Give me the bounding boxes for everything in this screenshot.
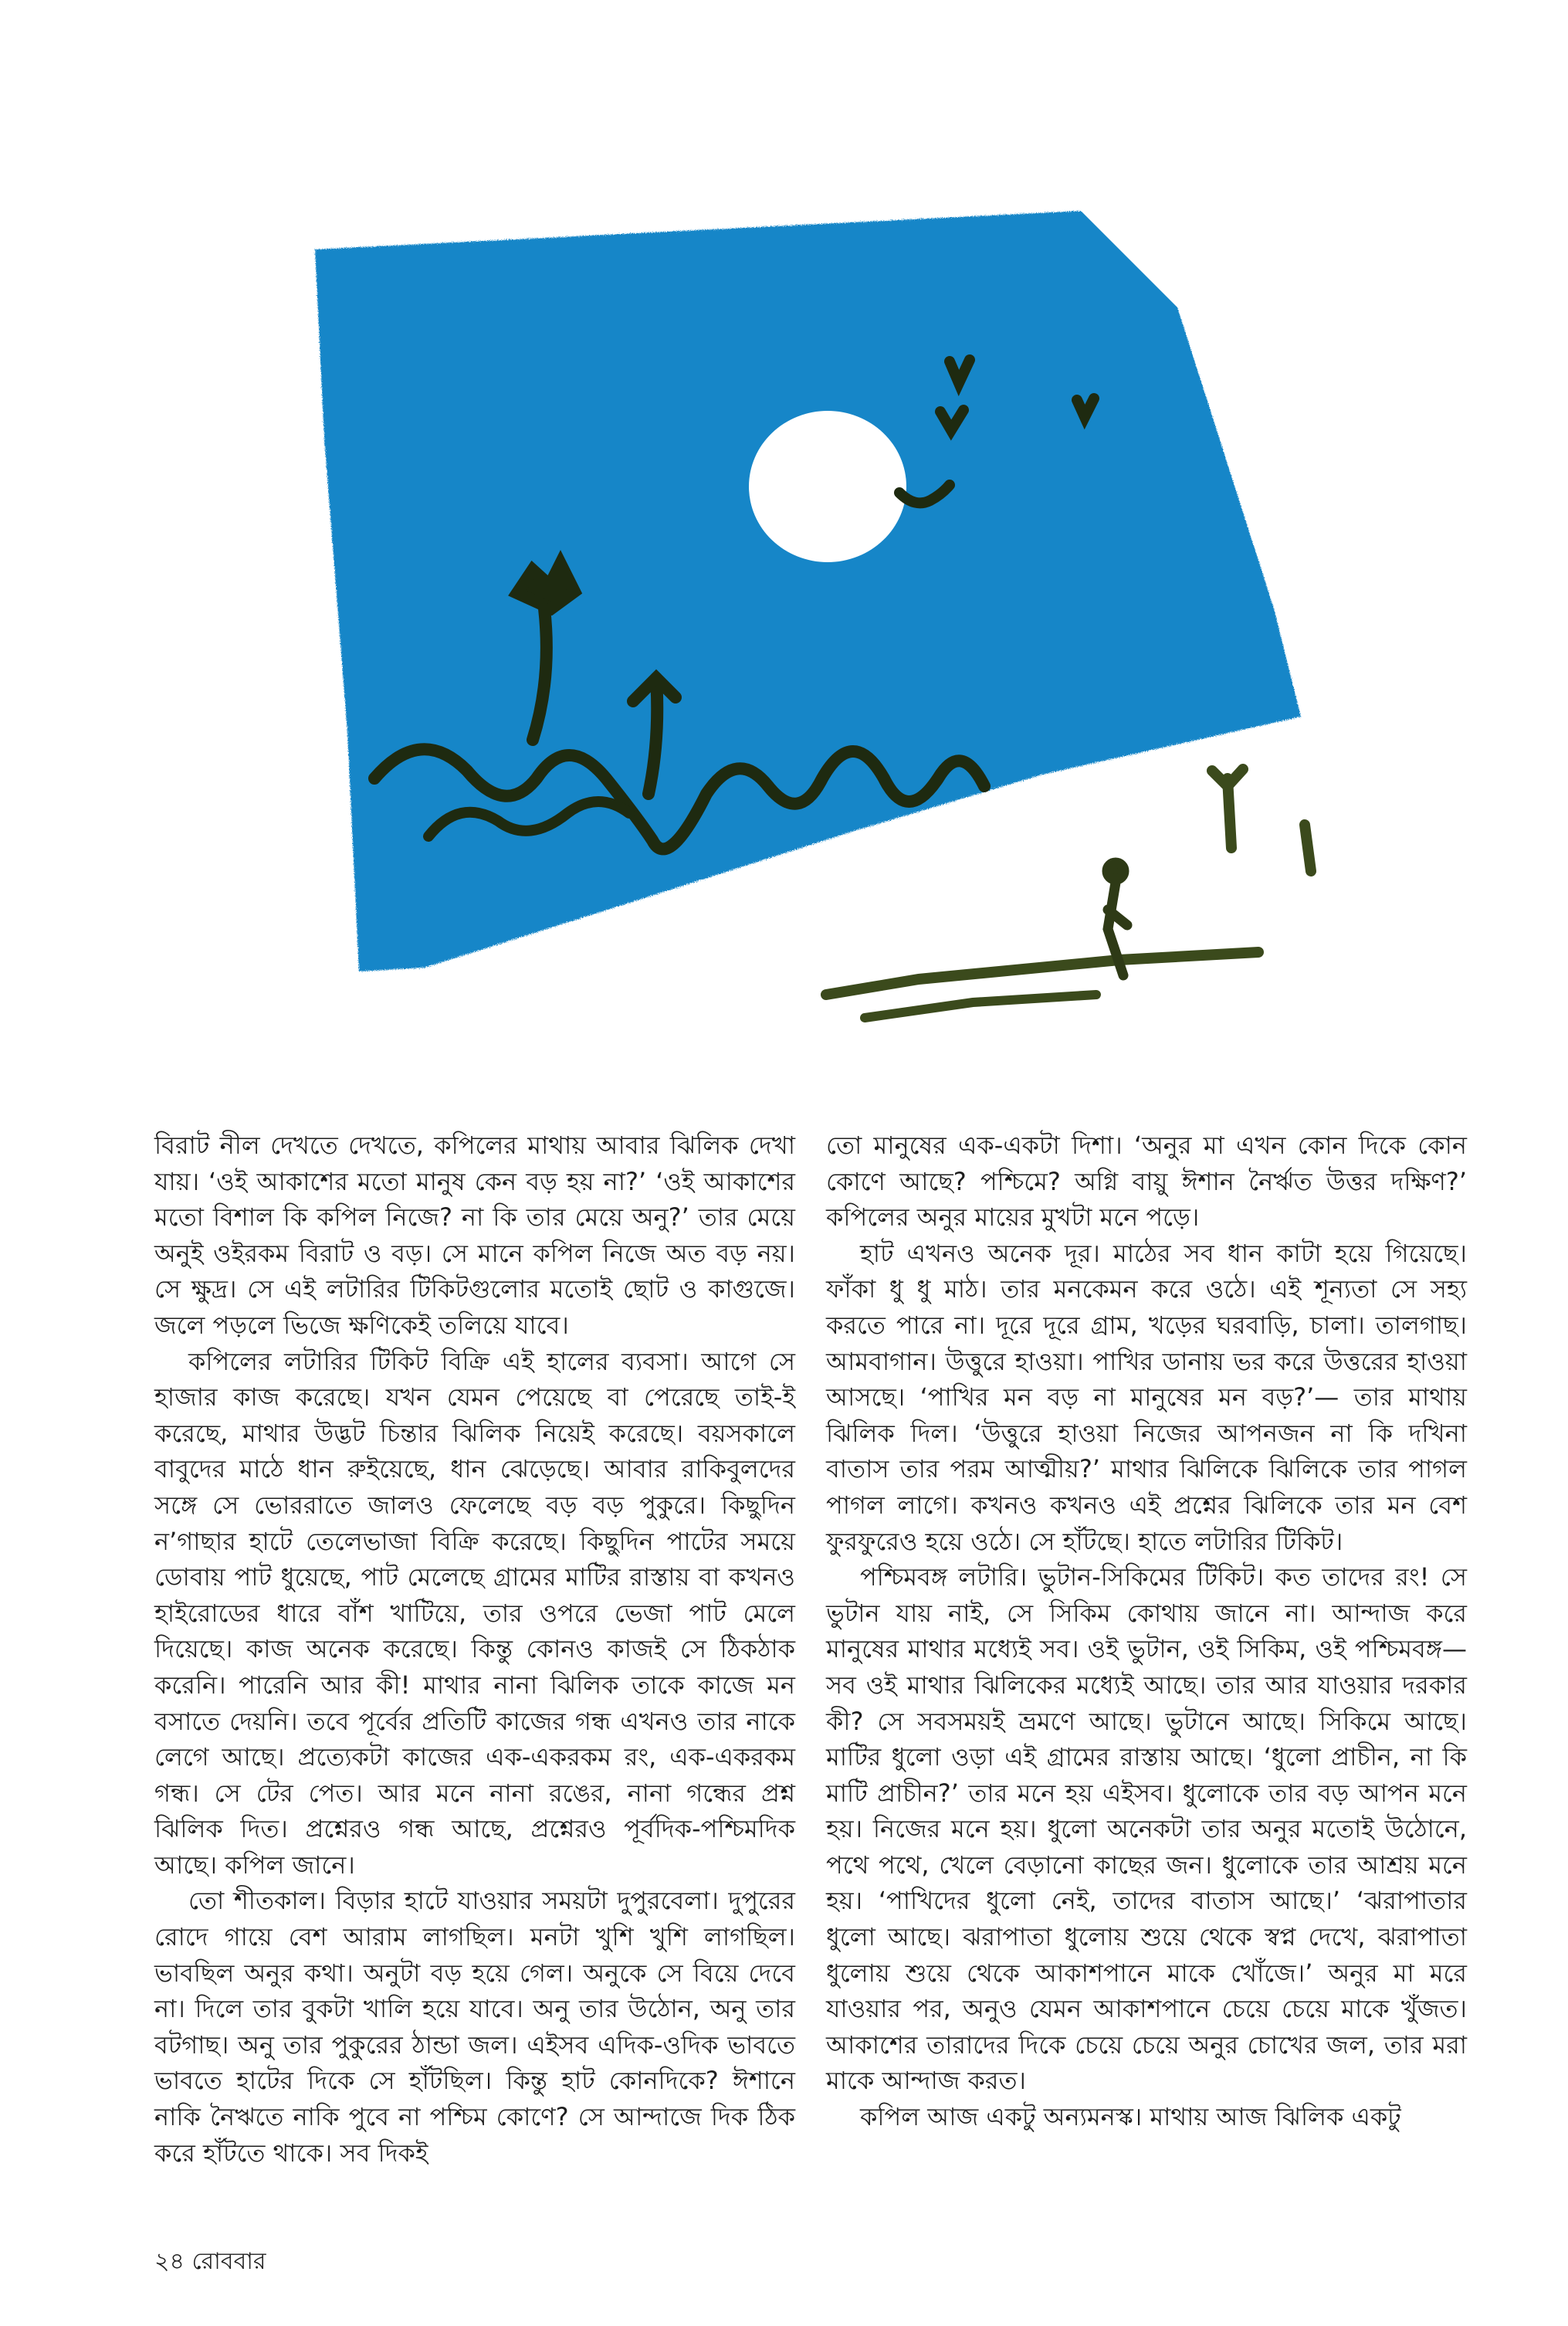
- article-paragraph: তো শীতকাল। বিড়ার হাটে যাওয়ার সময়টা দুপুরবেলা। দুপুরের রোদে গায়ে বেশ আরাম লাগছিল। মনটা খুশি খুশি লাগছিল। ভাবছিল অনুর কথা। অনুটা বড় হয়ে গেল। অনুকে সে বিয়ে দেবে না। দিলে তার বুকটা খালি হয়ে যাবে। অনু তার উঠোন, অনু তার বটগাছ। অনু তার পুকুরের ঠান্ডা জল। এইসব এদিক-ওদিক ভাবতে ভাবতে হাটের দিকে সে হাঁটছিল। কিন্তু হাট কোনদিকে? ঈশানে নাকি নৈঋতে নাকি পুবে না পশ্চিম কোণে? সে আন্দাজে দিক ঠিক করে হাঁটতে থাকে। সব দিকই: [154, 1886, 795, 2168]
- article-paragraph: কপিলের লটারির টিকিট বিক্রি এই হালের ব্যবসা। আগে সে হাজার কাজ করেছে। যখন যেমন পেয়েছে বা পেরেছে তাই-ই করেছে, মাথার উদ্ভট চিন্তার ঝিলিক নিয়েই করেছে। বয়সকালে বাবুদের মাঠে ধান রুইয়েছে, ধান ঝেড়েছে। আবার রাকিবুলদের সঙ্গে সে ভোররাতে জালও ফেলেছে বড় বড় পুকুরে। কিছুদিন ন’গাছার হাটে তেলেভাজা বিক্রি করেছে। কিছুদিন পাটের সময়ে ডোবায় পাট ধুয়েছে, পাট মেলেছে গ্রামের মাটির রাস্তায় বা কখনও হাইরোডের ধারে বাঁশ খাটিয়ে, তার ওপরে ভেজা পাট মেলে দিয়েছে। কাজ অনেক করেছে। কিন্তু কোনও কাজই সে ঠিকঠাক করেনি। পারেনি আর কী! মাথার নানা ঝিলিক তাকে কাজে মন বসাতে দেয়নি। তবে পূর্বের প্রতিটি কাজের গন্ধ এখনও তার নাকে লেগে আছে। প্রত্যেকটা কাজের এক-একরকম রং, এক-একরকম গন্ধ। সে টের পেত। আর মনে নানা রঙের, নানা গন্ধের প্রশ্ন ঝিলিক দিত। প্রশ্নেরও গন্ধ আছে, প্রশ্নেরও পূর্বদিক-পশ্চিমদিক আছে। কপিল জানে।: [154, 1346, 795, 1880]
- plants-group: [1212, 769, 1311, 871]
- painting-illustration: [154, 176, 1421, 1080]
- article-paragraph: হাট এখনও অনেক দূর। মাঠের সব ধান কাটা হয়ে গিয়েছে। ফাঁকা ধু ধু মাঠ। তার মনকেমন করে ওঠে। এই শূন্যতা সে সহ্য করতে পারে না। দূরে দূরে গ্রাম, খড়ের ঘরবাড়ি, চালা। তালগাছ। আমবাগান। উত্তুরে হাওয়া। পাখির ডানায় ভর করে উত্তরের হাওয়া আসছে। ‘পাখির মন বড় না মানুষের মন বড়?’— তার মাথায় ঝিলিক দিল। ‘উত্তুরে হাওয়া নিজের আপনজন না কি দখিনা বাতাস তার পরম আত্মীয়?’ মাথার ঝিলিকে ঝিলিকে তার পাগল পাগল লাগে। কখনও কখনও এই প্রশ্নের ঝিলিকে তার মন বেশ ফুরফুরেও হয়ে ওঠে। সে হাঁটছে। হাতে লটারির টিকিট।: [826, 1238, 1467, 1556]
- ground-line-lower: [865, 995, 1096, 1018]
- page-footer-label: ২৪ রোববার: [154, 2248, 266, 2275]
- article-paragraph: বিরাট নীল দেখতে দেখতে, কপিলের মাথায় আবার ঝিলিক দেখা যায়। ‘ওই আকাশের মতো মানুষ কেন বড় হয় না?’ ‘ওই আকাশের মতো বিশাল কি কপিল নিজে? না কি তার মেয়ে অনু?’ তার মেয়ে অনুই ওইরকম বিরাট ও বড়। সে মানে কপিল নিজে অত বড় নয়। সে ক্ষুদ্র। সে এই লটারির টিকিটগুলোর মতোই ছোট ও কাগুজে। জলে পড়লে ভিজে ক্ষণিকেই তলিয়ে যাবে।: [154, 1131, 795, 1340]
- article-column-right: [826, 1127, 1467, 2135]
- article-paragraph: কপিল আজ একটু অন্যমনস্ক। মাথায় আজ ঝিলিক একটু: [860, 2102, 1401, 2132]
- ground-line: [826, 952, 1258, 995]
- article-column-left: [154, 1127, 795, 2171]
- article-paragraph: পশ্চিমবঙ্গ লটারি। ভুটান-সিকিমের টিকিট। কত তাদের রং! সে ভুটান যায় নাই, সে সিকিম কোথায় জানে না। আন্দাজ করে মানুষের মাথার মধ্যেই সব। ওই ভুটান, ওই সিকিম, ওই পশ্চিমবঙ্গ— সব ওই মাথার ঝিলিকের মধ্যেই আছে। তার আর যাওয়ার দরকার কী? সে সবসময়ই ভ্রমণে আছে। ভুটানে আছে। সিকিমে আছে। মাটির ধুলো ওড়া এই গ্রামের রাস্তায় আছে। ‘ধুলো প্রাচীন, না কি মাটি প্রাচীন?’ তার মনে হয় এইসব। ধুলোকে তার বড় আপন মনে হয়। নিজের মনে হয়। ধুলো অনেকটা তার অনুর মতোই উঠোনে, পথে পথে, খেলে বেড়ানো কাছের জন। ধুলোকে তার আশ্রয় মনে হয়। ‘পাখিদের ধুলো নেই, তাদের বাতাস আছে।’ ‘ঝরাপাতার ধুলো আছে। ঝরাপাতা ধুলোয় শুয়ে থেকে স্বপ্ন দেখে, ঝরাপাতা ধুলোয় শুয়ে থেকে আকাশপানে মাকে খোঁজে।’ অনুর মা মরে যাওয়ার পর, অনুও যেমন আকাশপানে চেয়ে চেয়ে মাকে খুঁজত। আকাশের তারাদের দিকে চেয়ে চেয়ে অনুর চোখের জল, তার মরা মাকে আন্দাজ করত।: [826, 1562, 1467, 2096]
- moon-birds-landscape-painting: [154, 176, 1421, 1080]
- article-paragraph: তো মানুষের এক-একটা দিশা। ‘অনুর মা এখন কোন দিকে কোন কোণে আছে? পশ্চিমে? অগ্নি বায়ু ঈশান নৈর্ঋত উত্তর দক্ষিণ?’ কপিলের অনুর মায়ের মুখটা মনে পড়ে।: [826, 1131, 1467, 1233]
- blue-sky-shape: [315, 211, 1301, 971]
- moon-shape: [749, 411, 906, 562]
